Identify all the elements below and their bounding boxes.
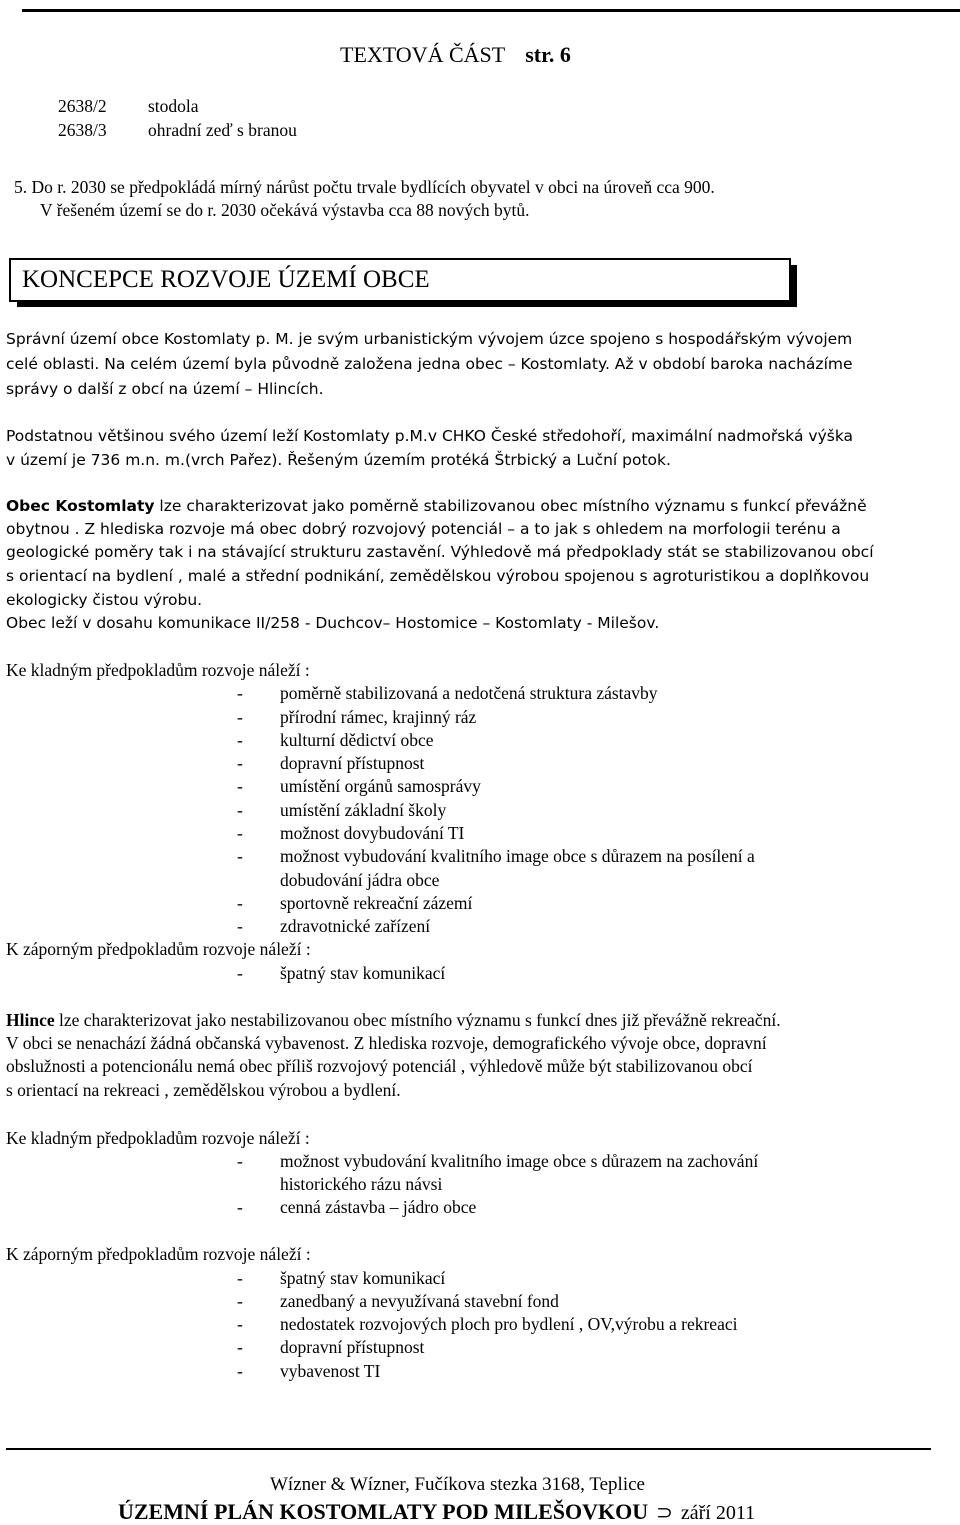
- footer-rule: [6, 1448, 931, 1450]
- item-description: ohradní zeď s branou: [148, 120, 297, 140]
- kostomlaty-line: Obec Kostomlaty lze charakterizovat jako poměrně stabilizovanou obec místního významu s funkcí převážně: [6, 497, 867, 515]
- intro-line: správy o další z obcí na území – Hlincích.: [6, 380, 324, 398]
- hlince-line: s orientací na rekreaci , zemědělskou výrobou a bydlení.: [6, 1080, 401, 1100]
- footer-authors: Wízner & Wízner, Fučíkova stezka 3168, Teplice: [270, 1474, 645, 1495]
- kostomlaty-name: Obec Kostomlaty: [6, 497, 155, 515]
- kostomlaty-line: obytnou . Z hlediska rozvoje má obec dobrý rozvojový potenciál – a to jak s ohledem na morfologii terénu a: [6, 520, 841, 538]
- negative-heading: K záporným předpokladům rozvoje náleží :: [6, 1244, 311, 1264]
- kostomlaty-line: ekologicky čistou výrobu.: [6, 591, 203, 609]
- kostomlaty-line: geologické poměry tak i na stávající strukturu zastavění. Výhledově má předpoklady stát se stabilizovanou obcí: [6, 543, 874, 561]
- intro-line: celé oblasti. Na celém území byla původně založena jedna obec – Kostomlaty. Až v období baroka nacházíme: [6, 355, 853, 373]
- footer-date: září 2011: [680, 1502, 756, 1524]
- intro-line: v území je 736 m.n. m.(vrch Pařez). Řešeným územím protéká Štrbický a Luční potok.: [6, 451, 671, 469]
- intro-line: Podstatnou většinou svého území leží Kostomlaty p.M.v CHKO České středohoří, maximální nadmořská výška: [6, 427, 854, 445]
- kostomlaty-line: s orientací na bydlení , malé a střední podnikání, zemědělskou výrobou spojenou s agroturistikou a doplňkovou: [6, 567, 870, 585]
- item-number: 2638/3: [58, 120, 107, 140]
- header-page: str. 6: [525, 42, 571, 67]
- header-title: TEXTOVÁ ČÁST: [340, 42, 506, 67]
- hlince-line: Hlince lze charakterizovat jako nestabilizovanou obec místního významu s funkcí dnes již převážně rekreační.: [6, 1010, 781, 1030]
- hlince-line: V obci se nenachází žádná občanská vybavenost. Z hlediska rozvoje, demografického vývoje obce, dopravní: [6, 1033, 767, 1053]
- section-banner: [9, 258, 791, 302]
- footer-plan: [118, 1499, 755, 1525]
- item-description: stodola: [148, 96, 199, 116]
- positive-heading: Ke kladným předpokladům rozvoje náleží :: [6, 660, 310, 680]
- section-title: KONCEPCE ROZVOJE ÚZEMÍ OBCE: [22, 266, 430, 293]
- hlince-line: obslužnosti a potencionálu nemá obec příliš rozvojový potenciál , výhledově může být stabilizovanou obcí: [6, 1056, 753, 1076]
- item-number: 2638/2: [58, 96, 107, 116]
- positive-heading: Ke kladným předpokladům rozvoje náleží :: [6, 1128, 310, 1148]
- kostomlaty-line: Obec leží v dosahu komunikace II/258 - Duchcov– Hostomice – Kostomlaty - Milešov.: [6, 614, 660, 632]
- footer-plan-title: ÚZEMNÍ PLÁN KOSTOMLATY POD MILEŠOVKOU: [118, 1499, 649, 1524]
- top-rule: [22, 9, 960, 12]
- page-header: [340, 42, 571, 68]
- superset-icon: ⊃: [656, 1502, 673, 1524]
- hlince-name: Hlince: [6, 1010, 55, 1030]
- negative-heading: K záporným předpokladům rozvoje náleží :: [6, 939, 311, 959]
- intro-line: Správní území obce Kostomlaty p. M. je svým urbanistickým vývojem úzce spojeno s hospodářským vývojem: [6, 330, 853, 348]
- forecast-line: 5. Do r. 2030 se předpokládá mírný nárůst počtu trvale bydlících obyvatel v obci na úroveň cca 900.: [14, 177, 715, 197]
- forecast-line: V řešeném území se do r. 2030 očekává výstavba cca 88 nových bytů.: [40, 200, 530, 220]
